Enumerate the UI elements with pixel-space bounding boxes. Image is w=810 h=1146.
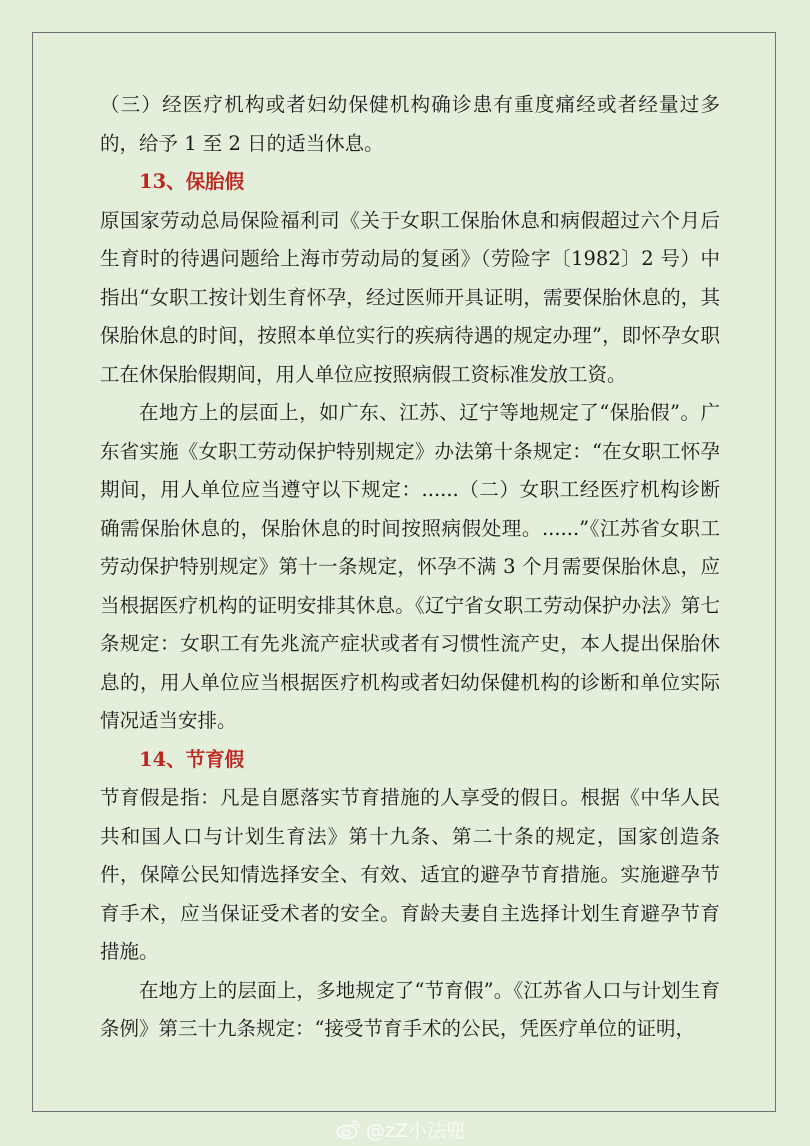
paragraph-birth-control-leave-national: 节育假是指：凡是自愿落实节育措施的人享受的假日。根据《中华人民共和国人口与计划生育法》第十九条、第二十条的规定，国家创造条件，保障公民知情选择安全、有效、适宜的避孕节育措施。实施避孕节育手术，应当保证受术者的安全。育龄夫妻自主选择计划生育避孕节育措施。 [100, 786, 720, 963]
paragraph-pregnancy-leave-national: 原国家劳动总局保险福利司《关于女职工保胎休息和病假超过六个月后生育时的待遇问题给上海市劳动局的复函》（劳险字〔1982〕2 号）中指出“女职工按计划生育怀孕，经过医师开具证明，需要保胎休息的，其保胎休息的时间，按照本单位实行的疾病待遇的规定办理”，即怀孕女职工在休保胎假期间，用人单位应按照病假工资标准发放工资。 [100, 208, 720, 386]
document-body [100, 86, 720, 1049]
paragraph-menstrual-leave: （三）经医疗机构或者妇幼保健机构确诊患有重度痛经或者经量过多的，给予 1 至 2 日的适当休息。 [100, 93, 720, 155]
weibo-icon [336, 1118, 362, 1140]
heading-birth-control-leave: 14、节育假 [139, 747, 245, 771]
paragraph-birth-control-leave-local: 在地方上的层面上，多地规定了“节育假”。《江苏省人口与计划生育条例》第三十九条规定：“接受节育手术的公民，凭医疗单位的证明， [100, 978, 720, 1040]
heading-pregnancy-protection-leave: 13、保胎假 [139, 170, 245, 193]
watermark-text: @zZ小法兜 [366, 1119, 465, 1142]
paragraph-pregnancy-leave-local: 在地方上的层面上，如广东、江苏、辽宁等地规定了“保胎假”。广东省实施《女职工劳动保护特别规定》办法第十条规定：“在女职工怀孕期间，用人单位应当遵守以下规定：......（二）女职工经医疗机构诊断确需保胎休息的，保胎休息的时间按照病假处理。......”《江苏省女职工劳动保护特别规定》第十一条规定，怀孕不满 3 个月需要保胎休息，应当根据医疗机构的证明安排其休息。《辽宁省女职工劳动保护办法》第七条规定：女职工有先兆流产症状或者有习惯性流产史，本人提出保胎休息的，用人单位应当根据医疗机构或者妇幼保健机构的诊断和单位实际情况适当安排。 [100, 401, 720, 732]
watermark [336, 1114, 465, 1144]
